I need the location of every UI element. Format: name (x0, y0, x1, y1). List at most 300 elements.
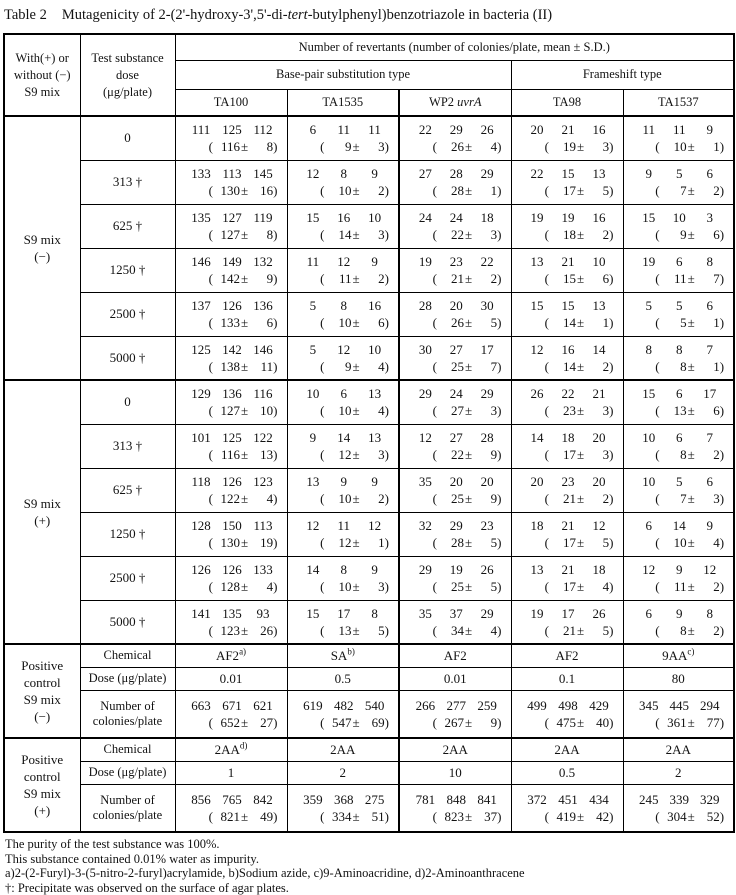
plate-counts (400, 791, 511, 808)
mean-value: 10 (325, 402, 352, 419)
plate-counts (512, 697, 623, 714)
close-paren: ) (720, 182, 724, 199)
plate-count: 22 (522, 165, 553, 182)
chemical-name: 2AA (215, 742, 240, 757)
revertant-counts-cell (399, 116, 511, 160)
revertant-counts-cell (623, 160, 734, 204)
plate-count: 9 (359, 165, 390, 182)
close-paren: ) (609, 622, 613, 639)
mean-sd-line (400, 622, 511, 639)
open-paren: ( (433, 808, 437, 825)
close-paren: ) (273, 358, 277, 375)
header-dose-line: Test substance (81, 50, 175, 67)
mean-value: 10 (660, 138, 687, 155)
control-dose-row (4, 761, 734, 784)
s9-section-label (4, 116, 80, 380)
plate-counts (176, 385, 287, 402)
open-paren: ( (655, 138, 659, 155)
dose-row-label: Dose (μg/plate) (80, 667, 175, 690)
dose-cell: 0 (80, 380, 175, 424)
plus-minus: ± (688, 138, 695, 155)
header-test-dose (80, 34, 175, 116)
revertant-counts-cell (287, 248, 399, 292)
plate-count: 9 (664, 605, 695, 622)
plate-count: 15 (634, 209, 665, 226)
plate-count: 135 (217, 605, 248, 622)
sd-value: 4 (472, 622, 497, 639)
plus-minus: ± (688, 490, 695, 507)
sd-value: 3 (584, 138, 609, 155)
revertant-counts-cell (511, 690, 623, 738)
plate-counts (624, 209, 734, 226)
revertant-counts-cell (623, 600, 734, 644)
chemical-row-label: Chemical (80, 644, 175, 667)
plate-count: 11 (298, 253, 329, 270)
revertant-counts-cell (399, 160, 511, 204)
footnote-line: a)2-(2-Furyl)-3-(5-nitro-2-furyl)acrylamide, b)Sodium azide, c)9-Aminoacridine, d)2-Aminoanthracene (5, 866, 733, 881)
plate-count: 9 (359, 473, 390, 490)
plate-counts (176, 791, 287, 808)
plate-count: 16 (359, 297, 390, 314)
plate-count: 16 (328, 209, 359, 226)
plate-count: 842 (248, 791, 279, 808)
plate-counts (400, 517, 511, 534)
chemical-name: 2AA (330, 742, 355, 757)
plate-count: 11 (634, 121, 665, 138)
plate-count: 32 (410, 517, 441, 534)
mean-value: 122 (213, 490, 240, 507)
mean-value: 9 (325, 138, 352, 155)
mean-sd-line (512, 808, 623, 825)
mean-value: 21 (549, 490, 576, 507)
plus-minus: ± (241, 714, 248, 731)
mean-sd-line (624, 402, 734, 419)
plus-minus: ± (688, 534, 695, 551)
caption-italic-segment: tert (288, 7, 308, 23)
plate-count: 6 (664, 253, 695, 270)
open-paren: ( (320, 402, 324, 419)
header-s9-mix (4, 34, 80, 116)
revertant-counts-cell (175, 116, 287, 160)
mean-value: 17 (549, 182, 576, 199)
close-paren: ) (385, 714, 389, 731)
sd-value: 2 (584, 226, 609, 243)
plus-minus: ± (465, 182, 472, 199)
dose-row (4, 556, 734, 600)
mean-sd-line (624, 578, 734, 595)
open-paren: ( (320, 534, 324, 551)
mean-sd-line (400, 314, 511, 331)
plate-counts (400, 697, 511, 714)
plus-minus: ± (353, 358, 360, 375)
control-dose-cell: 1 (175, 761, 287, 784)
table-header (4, 34, 734, 116)
plate-count: 10 (634, 429, 665, 446)
plate-count: 16 (584, 209, 615, 226)
revertant-counts-cell (175, 248, 287, 292)
mean-sd-line (288, 622, 399, 639)
s9-section-label (4, 380, 80, 644)
plate-count: 119 (248, 209, 279, 226)
mean-value: 18 (549, 226, 576, 243)
sd-value: 26 (248, 622, 273, 639)
sd-value: 49 (248, 808, 273, 825)
plate-count: 28 (472, 429, 503, 446)
mean-sd-line (176, 622, 287, 639)
plate-count: 6 (298, 121, 329, 138)
open-paren: ( (320, 138, 324, 155)
plus-minus: ± (465, 578, 472, 595)
plate-count: 26 (472, 121, 503, 138)
positive-control-label (4, 644, 80, 738)
plate-counts (288, 473, 399, 490)
plate-count: 13 (522, 253, 553, 270)
close-paren: ) (385, 270, 389, 287)
plate-count: 9 (695, 517, 726, 534)
plate-count: 848 (441, 791, 472, 808)
colonies-row-label (80, 690, 175, 738)
revertant-counts-cell (623, 784, 734, 832)
revertant-counts-cell (287, 690, 399, 738)
mean-value: 116 (213, 446, 240, 463)
plate-count: 16 (584, 121, 615, 138)
open-paren: ( (545, 446, 549, 463)
sd-value: 4 (248, 490, 273, 507)
sd-value: 9 (472, 446, 497, 463)
mean-sd-line (624, 314, 734, 331)
plus-minus: ± (688, 714, 695, 731)
mean-value: 23 (549, 402, 576, 419)
mean-value: 475 (549, 714, 576, 731)
sd-value: 6 (695, 402, 720, 419)
plate-counts (400, 429, 511, 446)
revertant-counts-cell (511, 784, 623, 832)
plate-count: 135 (186, 209, 217, 226)
plate-count: 18 (472, 209, 503, 226)
mean-value: 419 (549, 808, 576, 825)
plate-count: 540 (359, 697, 390, 714)
plus-minus: ± (353, 226, 360, 243)
plate-count: 19 (441, 561, 472, 578)
open-paren: ( (320, 446, 324, 463)
plate-counts (176, 561, 287, 578)
mean-value: 26 (437, 138, 464, 155)
close-paren: ) (497, 314, 501, 331)
sd-value: 6 (248, 314, 273, 331)
sd-value: 1 (472, 182, 497, 199)
colonies-label-line: colonies/plate (81, 714, 175, 729)
plate-count: 21 (553, 253, 584, 270)
plate-count: 126 (217, 561, 248, 578)
plus-minus: ± (241, 402, 248, 419)
sd-value: 3 (695, 490, 720, 507)
plate-count: 20 (584, 473, 615, 490)
plate-count: 8 (695, 605, 726, 622)
plate-count: 619 (298, 697, 329, 714)
close-paren: ) (609, 446, 613, 463)
plate-count: 23 (553, 473, 584, 490)
mean-sd-line (400, 138, 511, 155)
mean-sd-line (288, 534, 399, 551)
mean-value: 127 (213, 226, 240, 243)
close-paren: ) (609, 182, 613, 199)
open-paren: ( (320, 714, 324, 731)
plate-count: 8 (634, 341, 665, 358)
plate-count: 35 (410, 605, 441, 622)
revertant-counts-cell (623, 690, 734, 738)
plus-minus: ± (241, 358, 248, 375)
open-paren: ( (209, 226, 213, 243)
plate-counts (512, 165, 623, 182)
close-paren: ) (497, 358, 501, 375)
header-strain-wp2-uvra (399, 89, 511, 116)
plus-minus: ± (241, 622, 248, 639)
open-paren: ( (209, 808, 213, 825)
plate-counts (624, 341, 734, 358)
open-paren: ( (545, 808, 549, 825)
revertant-counts-cell (623, 380, 734, 424)
open-paren: ( (655, 622, 659, 639)
plate-count: 29 (410, 385, 441, 402)
plate-count: 9 (359, 253, 390, 270)
plate-counts (512, 605, 623, 622)
plate-counts (624, 429, 734, 446)
sd-value: 3 (360, 578, 385, 595)
plate-count: 17 (553, 605, 584, 622)
revertant-counts-cell (511, 468, 623, 512)
mean-sd-line (288, 314, 399, 331)
header-strain-ta98 (511, 89, 623, 116)
plus-minus: ± (465, 138, 472, 155)
plate-count: 372 (522, 791, 553, 808)
plate-counts (176, 517, 287, 534)
plate-counts (512, 297, 623, 314)
plate-count: 137 (186, 297, 217, 314)
revertant-counts-cell (287, 600, 399, 644)
sd-value: 27 (248, 714, 273, 731)
plate-count: 429 (584, 697, 615, 714)
mean-value: 9 (325, 358, 352, 375)
plate-counts (512, 473, 623, 490)
plate-counts (512, 791, 623, 808)
mean-sd-line (400, 578, 511, 595)
plate-count: 29 (441, 121, 472, 138)
open-paren: ( (209, 446, 213, 463)
plate-count: 19 (553, 209, 584, 226)
close-paren: ) (609, 534, 613, 551)
mean-sd-line (624, 226, 734, 243)
table-number: Table 2 (4, 7, 47, 23)
revertant-counts-cell (511, 248, 623, 292)
plus-minus: ± (353, 402, 360, 419)
open-paren: ( (433, 714, 437, 731)
mean-value: 13 (660, 402, 687, 419)
plate-counts (624, 253, 734, 270)
open-paren: ( (655, 578, 659, 595)
mean-sd-line (288, 402, 399, 419)
plate-count: 10 (359, 209, 390, 226)
sd-value: 3 (584, 402, 609, 419)
plus-minus: ± (241, 446, 248, 463)
close-paren: ) (609, 714, 613, 731)
close-paren: ) (385, 314, 389, 331)
mean-value: 10 (325, 578, 352, 595)
chemical-cell (287, 738, 399, 761)
plate-count: 35 (410, 473, 441, 490)
plate-count: 451 (553, 791, 584, 808)
plate-count: 11 (328, 517, 359, 534)
plate-counts (624, 791, 734, 808)
sd-value: 3 (472, 402, 497, 419)
mean-sd-line (176, 182, 287, 199)
mean-sd-line (512, 622, 623, 639)
plate-count: 20 (522, 473, 553, 490)
close-paren: ) (273, 808, 277, 825)
plate-counts (176, 253, 287, 270)
revertant-counts-cell (287, 512, 399, 556)
plate-count: 15 (553, 165, 584, 182)
mean-sd-line (400, 402, 511, 419)
mean-sd-line (512, 314, 623, 331)
open-paren: ( (209, 578, 213, 595)
close-paren: ) (497, 270, 501, 287)
plus-minus: ± (688, 270, 695, 287)
strain-name: TA100 (214, 95, 248, 109)
plus-minus: ± (465, 446, 472, 463)
sd-value: 4 (695, 534, 720, 551)
plate-count: 21 (553, 561, 584, 578)
plate-count: 12 (328, 253, 359, 270)
plate-count: 22 (553, 385, 584, 402)
revertant-counts-cell (623, 424, 734, 468)
plate-counts (176, 209, 287, 226)
mean-sd-line (624, 446, 734, 463)
control-label-line: (+) (5, 802, 80, 819)
open-paren: ( (320, 622, 324, 639)
plate-count: 294 (695, 697, 726, 714)
revertant-counts-cell (511, 600, 623, 644)
plus-minus: ± (465, 270, 472, 287)
plus-minus: ± (688, 446, 695, 463)
chemical-name: 2AA (443, 742, 468, 757)
sd-value: 2 (695, 182, 720, 199)
close-paren: ) (497, 808, 501, 825)
mean-value: 25 (437, 358, 464, 375)
mean-value: 130 (213, 534, 240, 551)
open-paren: ( (320, 270, 324, 287)
control-chemical-row (4, 644, 734, 667)
plus-minus: ± (688, 314, 695, 331)
chemical-name: SA (331, 648, 348, 663)
open-paren: ( (655, 402, 659, 419)
plate-count: 19 (410, 253, 441, 270)
plate-count: 11 (328, 121, 359, 138)
sd-value: 13 (248, 446, 273, 463)
control-label-line: Positive (5, 657, 80, 674)
revertant-counts-cell (175, 292, 287, 336)
revertant-counts-cell (511, 424, 623, 468)
open-paren: ( (655, 314, 659, 331)
plus-minus: ± (241, 314, 248, 331)
plate-count: 13 (359, 385, 390, 402)
plate-count: 26 (522, 385, 553, 402)
plate-count: 13 (584, 165, 615, 182)
plate-count: 5 (634, 297, 665, 314)
plus-minus: ± (241, 578, 248, 595)
mean-value: 11 (325, 270, 352, 287)
plate-counts (624, 697, 734, 714)
plate-counts (624, 165, 734, 182)
plate-count: 29 (472, 165, 503, 182)
plus-minus: ± (577, 714, 584, 731)
plate-count: 434 (584, 791, 615, 808)
plate-count: 10 (664, 209, 695, 226)
plate-count: 11 (664, 121, 695, 138)
control-label-line: S9 mix (5, 691, 80, 708)
sd-value: 3 (472, 226, 497, 243)
plus-minus: ± (577, 182, 584, 199)
revertant-counts-cell (175, 512, 287, 556)
plus-minus: ± (241, 138, 248, 155)
header-s9-line: S9 mix (5, 84, 80, 101)
plate-counts (400, 385, 511, 402)
plate-count: 20 (472, 473, 503, 490)
plate-counts (624, 605, 734, 622)
open-paren: ( (655, 714, 659, 731)
open-paren: ( (209, 138, 213, 155)
sd-value: 5 (472, 534, 497, 551)
plate-count: 16 (553, 341, 584, 358)
plate-count: 111 (186, 121, 217, 138)
plate-counts (400, 209, 511, 226)
mean-value: 17 (549, 578, 576, 595)
mean-sd-line (512, 402, 623, 419)
open-paren: ( (545, 402, 549, 419)
sd-value: 2 (584, 358, 609, 375)
open-paren: ( (433, 534, 437, 551)
plus-minus: ± (241, 534, 248, 551)
dose-cell: 5000 † (80, 336, 175, 380)
revertant-counts-cell (287, 160, 399, 204)
revertant-counts-cell (399, 248, 511, 292)
plate-count: 7 (695, 341, 726, 358)
plus-minus: ± (353, 622, 360, 639)
sd-value: 4 (360, 358, 385, 375)
plate-counts (512, 429, 623, 446)
mean-sd-line (288, 714, 399, 731)
table-caption (4, 7, 733, 24)
strain-name: TA1535 (322, 95, 363, 109)
revertant-counts-cell (623, 512, 734, 556)
plate-count: 19 (522, 209, 553, 226)
mean-value: 12 (325, 446, 352, 463)
plate-counts (512, 561, 623, 578)
plus-minus: ± (241, 226, 248, 243)
sd-value: 4 (472, 138, 497, 155)
sd-value: 51 (360, 808, 385, 825)
plate-count: 123 (248, 473, 279, 490)
plate-count: 30 (410, 341, 441, 358)
dose-row (4, 292, 734, 336)
header-s9-line: With(+) or (5, 50, 80, 67)
sd-value: 5 (584, 182, 609, 199)
mean-sd-line (400, 534, 511, 551)
close-paren: ) (385, 446, 389, 463)
plate-count: 10 (584, 253, 615, 270)
control-dose-cell: 0.01 (399, 667, 511, 690)
plate-count: 8 (328, 165, 359, 182)
close-paren: ) (385, 138, 389, 155)
